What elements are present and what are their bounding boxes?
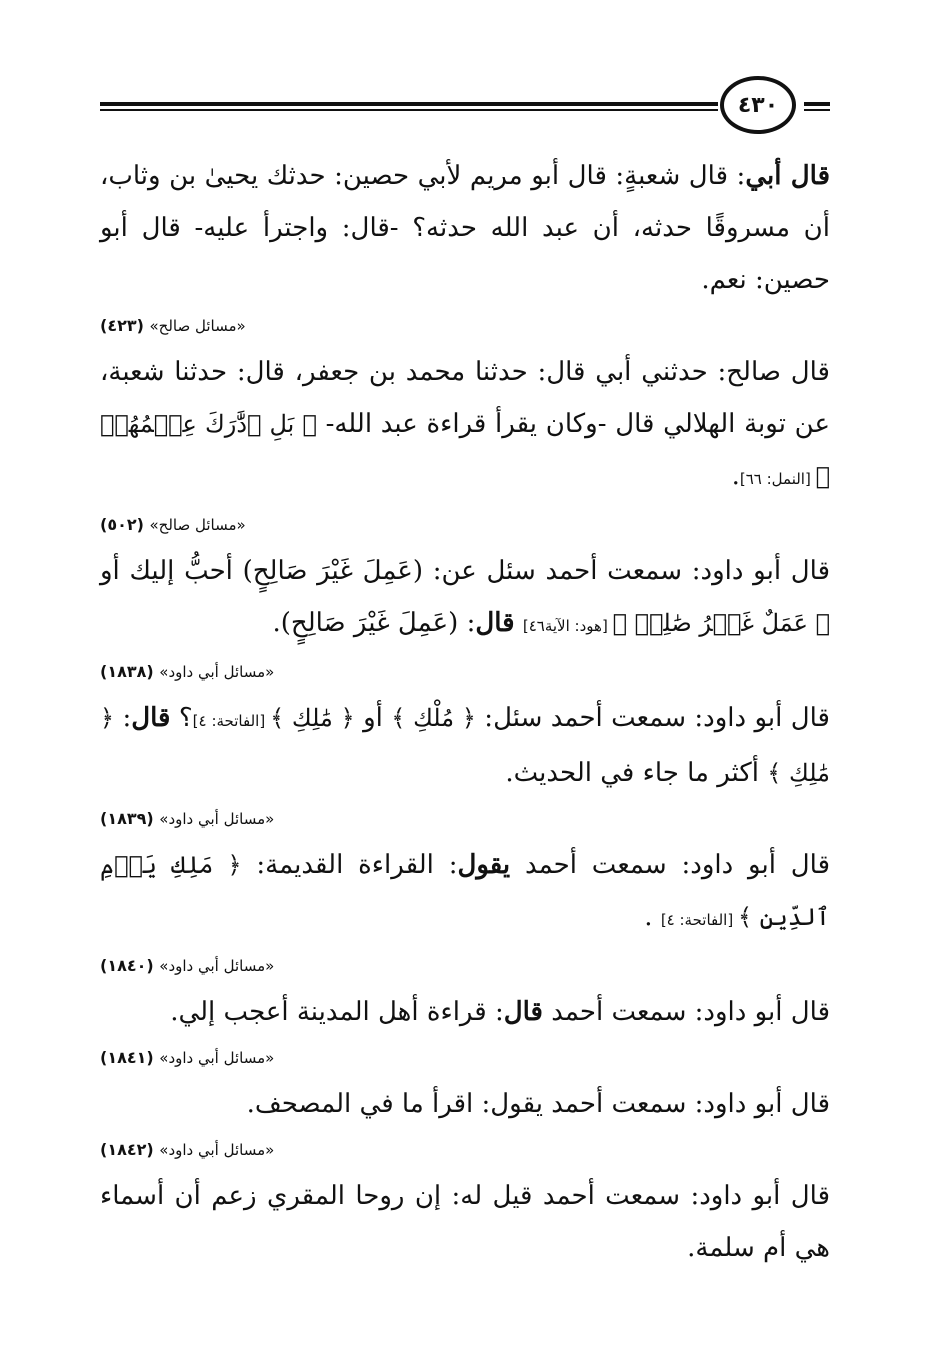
citation-number: (٥٠٢) [100, 515, 150, 534]
verse-reference: [النمل: ٦٦] [739, 470, 816, 488]
header-rule [100, 109, 718, 111]
narration-text: أكثر ما جاء في الحديث. [505, 758, 768, 788]
bold-keyword: قال [131, 703, 171, 733]
source-citation [100, 306, 830, 346]
citation-source: «مسائل أبي داود» [159, 1141, 275, 1159]
bold-keyword: قال أبي [745, 161, 830, 191]
narration-text: قال أبو داود: سمعت أحمد سئل عن: (عَمِلَ غَيْرَ صَالِحٍ) أحبُّ إليك أو [100, 556, 830, 586]
source-citation [100, 946, 830, 986]
quran-quote: ﴿ مَلِكِ يَوۡمِ ٱلدِّينِ ﴾ [100, 851, 830, 931]
source-citation [100, 652, 830, 692]
page-header [100, 76, 830, 138]
quran-quote: ﴿ مَٰلِكِ ﴾ [100, 704, 830, 787]
citation-source: «مسائل أبي داود» [159, 810, 275, 828]
citation-number: (١٨٤١) [100, 1048, 160, 1067]
narration-paragraph [100, 545, 830, 652]
narration-text: أو [354, 703, 392, 733]
header-rule [804, 109, 830, 111]
narration-text: : القراءة القديمة: [241, 850, 458, 880]
page-body [100, 150, 830, 1274]
citation-source: «مسائل أبي داود» [159, 957, 275, 975]
citation-source: «مسائل أبي داود» [159, 663, 275, 681]
citation-number: (١٨٤٢) [100, 1140, 160, 1159]
bold-keyword: يقول [457, 850, 511, 880]
citation-source: «مسائل صالح» [149, 317, 246, 335]
citation-number: (١٨٤٠) [100, 956, 160, 975]
source-citation [100, 1130, 830, 1170]
source-citation [100, 1038, 830, 1078]
narration-text: ؟ [170, 703, 193, 733]
narration-text [515, 608, 523, 638]
quran-quote: ﴿ بَلِ ٱدَّٰرَكَ عِلۡمُهُمۡ ﴾ [100, 410, 830, 490]
narration-text: قال أبو داود: سمعت أحمد يقول: اقرأ ما في المصحف. [246, 1089, 830, 1119]
narration-text: قال أبو داود: سمعت أحمد سئل: [475, 703, 830, 733]
source-citation [100, 799, 830, 839]
narration-paragraph [100, 1078, 830, 1130]
bold-keyword: قال [475, 608, 515, 638]
narration-text: : (عَمِلَ غَيْرَ صَالِحٍ). [272, 608, 476, 638]
narration-text: قال أبو داود: سمعت أحمد [510, 850, 831, 880]
citation-number: (١٨٣٨) [100, 662, 160, 681]
citation-number: (١٨٣٩) [100, 809, 160, 828]
quran-quote: ﴿ مَٰلِكِ ﴾ [270, 704, 355, 732]
citation-number: (٤٢٣) [100, 316, 150, 335]
quran-quote: ﴿ عَمَلٌ غَيۡرُ صَٰلِحٖ ﴾ [612, 609, 830, 637]
narration-text: . [644, 902, 661, 932]
narration-text: قال أبو داود: سمعت أحمد [542, 997, 830, 1027]
verse-reference: [الفاتحة: ٤] [192, 712, 271, 730]
narration-text: : قراءة أهل المدينة أعجب إلي. [170, 997, 504, 1027]
citation-source: «مسائل أبي داود» [159, 1049, 275, 1067]
narration-paragraph [100, 986, 830, 1038]
narration-paragraph [100, 692, 830, 799]
narration-text: : [114, 703, 132, 733]
header-rule [100, 102, 718, 106]
verse-reference: [الفاتحة: ٤] [660, 911, 738, 929]
narration-paragraph [100, 1170, 830, 1274]
narration-text: : قال شعبةٍ: قال أبو مريم لأبي حصين: حدثك يحيىٰ بن وثاب، أن مسروقًا حدثه، أن عبد الله حدثه؟ -قال: واجترأ عليه- قال أبو حصين: نعم. [100, 161, 830, 295]
narration-paragraph [100, 150, 830, 306]
source-citation [100, 505, 830, 545]
quran-quote: ﴿ مُلْكِ ﴾ [391, 704, 476, 732]
narration-paragraph [100, 346, 830, 505]
header-rule [804, 102, 830, 106]
narration-text: قال صالح: حدثني أبي قال: حدثنا محمد بن جعفر، قال: حدثنا شعبة، عن توبة الهلالي قال -وكان يقرأ قراءة عبد الله- [100, 357, 830, 439]
citation-source: «مسائل صالح» [149, 516, 246, 534]
bold-keyword: قال [503, 997, 543, 1027]
narration-paragraph [100, 839, 830, 946]
page-number: ٤٣٠ [720, 76, 796, 134]
narration-text: قال أبو داود: سمعت أحمد قيل له: إن روحا المقري زعم أن أسماء هي أم سلمة. [100, 1181, 830, 1263]
verse-reference: [هود: الآية٤٦] [522, 617, 613, 635]
narration-text: . [731, 461, 740, 491]
